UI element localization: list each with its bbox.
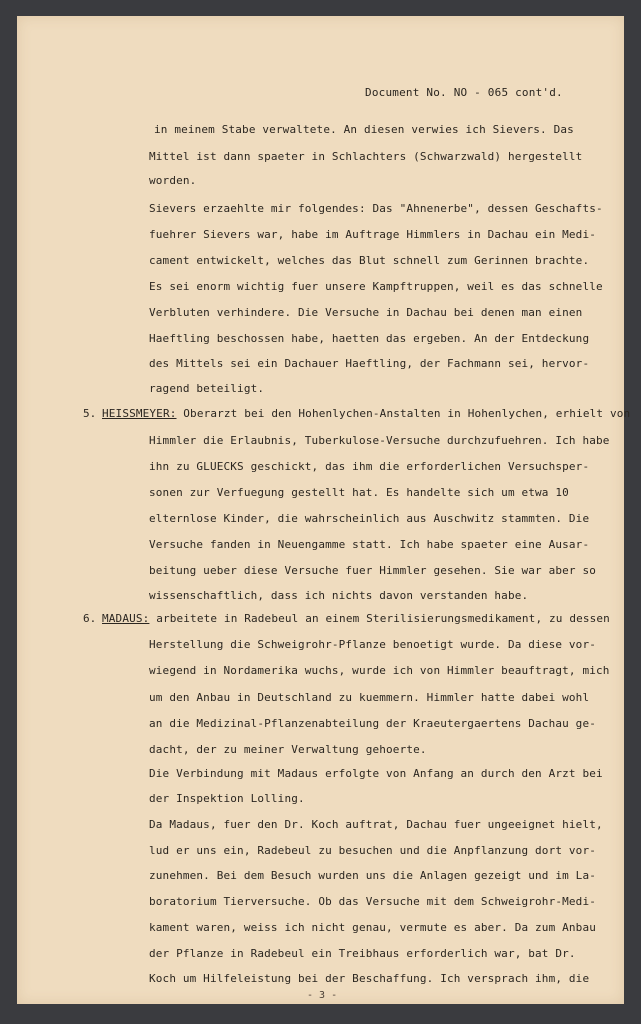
item-text: arbeitete in Radebeul an einem Sterilisierungsmedikament, zu dessen (149, 612, 610, 625)
text-line: beitung ueber diese Versuche fuer Himmler gesehen. Sie war aber so (149, 564, 596, 577)
text-line: sonen zur Verfuegung gestellt hat. Es handelte sich um etwa 10 (149, 486, 569, 499)
document-page (17, 16, 631, 1004)
text-line: um den Anbau in Deutschland zu kuemmern. Himmler hatte dabei wohl (149, 691, 590, 704)
item-number: 5. (83, 407, 97, 420)
text-line: boratorium Tierversuche. Ob das Versuche mit dem Schweigrohr-Medi- (149, 895, 596, 908)
text-line: Mittel ist dann spaeter in Schlachters (Schwarzwald) hergestellt (149, 150, 583, 163)
page-number: - 3 - (307, 990, 338, 1001)
text-line: Herstellung die Schweigrohr-Pflanze benoetigt wurde. Da diese vor- (149, 638, 596, 651)
text-line: elternlose Kinder, die wahrscheinlich aus Auschwitz stammten. Die (149, 512, 590, 525)
text-line: Die Verbindung mit Madaus erfolgte von Anfang an durch den Arzt bei (149, 767, 603, 780)
text-line (102, 407, 630, 420)
text-line: ragend beteiligt. (149, 382, 265, 395)
text-line: kament waren, weiss ich nicht genau, vermute es aber. Da zum Anbau (149, 921, 596, 934)
text-line: Versuche fanden in Neuengamme statt. Ich habe spaeter eine Ausar- (149, 538, 590, 551)
text-line: der Pflanze in Radebeul ein Treibhaus erforderlich war, bat Dr. (149, 947, 576, 960)
text-line: Koch um Hilfeleistung bei der Beschaffung. Ich versprach ihm, die (149, 972, 590, 985)
document-reference: Document No. NO - 065 cont'd. (365, 86, 563, 99)
text-line: wissenschaftlich, dass ich nichts davon verstanden habe. (149, 589, 529, 602)
text-line: lud er uns ein, Radebeul zu besuchen und die Anpflanzung dort vor- (149, 844, 596, 857)
text-line: Da Madaus, fuer den Dr. Koch auftrat, Dachau fuer ungeeignet hielt, (149, 818, 603, 831)
text-line: Haeftling beschossen habe, haetten das ergeben. An der Entdeckung (149, 332, 590, 345)
text-line: dacht, der zu meiner Verwaltung gehoerte. (149, 743, 427, 756)
text-line: Sievers erzaehlte mir folgendes: Das "Ahnenerbe", dessen Geschafts- (149, 202, 603, 215)
item-name: HEISSMEYER: (102, 407, 177, 420)
text-line (102, 612, 610, 625)
text-line: worden. (149, 174, 197, 187)
text-line: wiegend in Nordamerika wuchs, wurde ich von Himmler beauftragt, mich (149, 664, 610, 677)
text-line: fuehrer Sievers war, habe im Auftrage Himmlers in Dachau ein Medi- (149, 228, 596, 241)
text-line: der Inspektion Lolling. (149, 792, 305, 805)
text-line: in meinem Stabe verwaltete. An diesen verwies ich Sievers. Das (154, 123, 574, 136)
text-line: ihn zu GLUECKS geschickt, das ihm die erforderlichen Versuchsper- (149, 460, 590, 473)
item-text: Oberarzt bei den Hohenlychen-Anstalten in Hohenlychen, erhielt von (176, 407, 631, 420)
item-number: 6. (83, 612, 97, 625)
text-line: an die Medizinal-Pflanzenabteilung der Kraeutergaertens Dachau ge- (149, 717, 596, 730)
text-line: Es sei enorm wichtig fuer unsere Kampftruppen, weil es das schnelle (149, 280, 603, 293)
text-line: Himmler die Erlaubnis, Tuberkulose-Versuche durchzufuehren. Ich habe (149, 434, 610, 447)
text-line: des Mittels sei ein Dachauer Haeftling, der Fachmann sei, hervor- (149, 357, 590, 370)
text-line: cament entwickelt, welches das Blut schnell zum Gerinnen brachte. (149, 254, 590, 267)
text-line: zunehmen. Bei dem Besuch wurden uns die Anlagen gezeigt und im La- (149, 869, 596, 882)
item-name: MADAUS: (102, 612, 150, 625)
text-line: Verbluten verhindere. Die Versuche in Dachau bei denen man einen (149, 306, 583, 319)
